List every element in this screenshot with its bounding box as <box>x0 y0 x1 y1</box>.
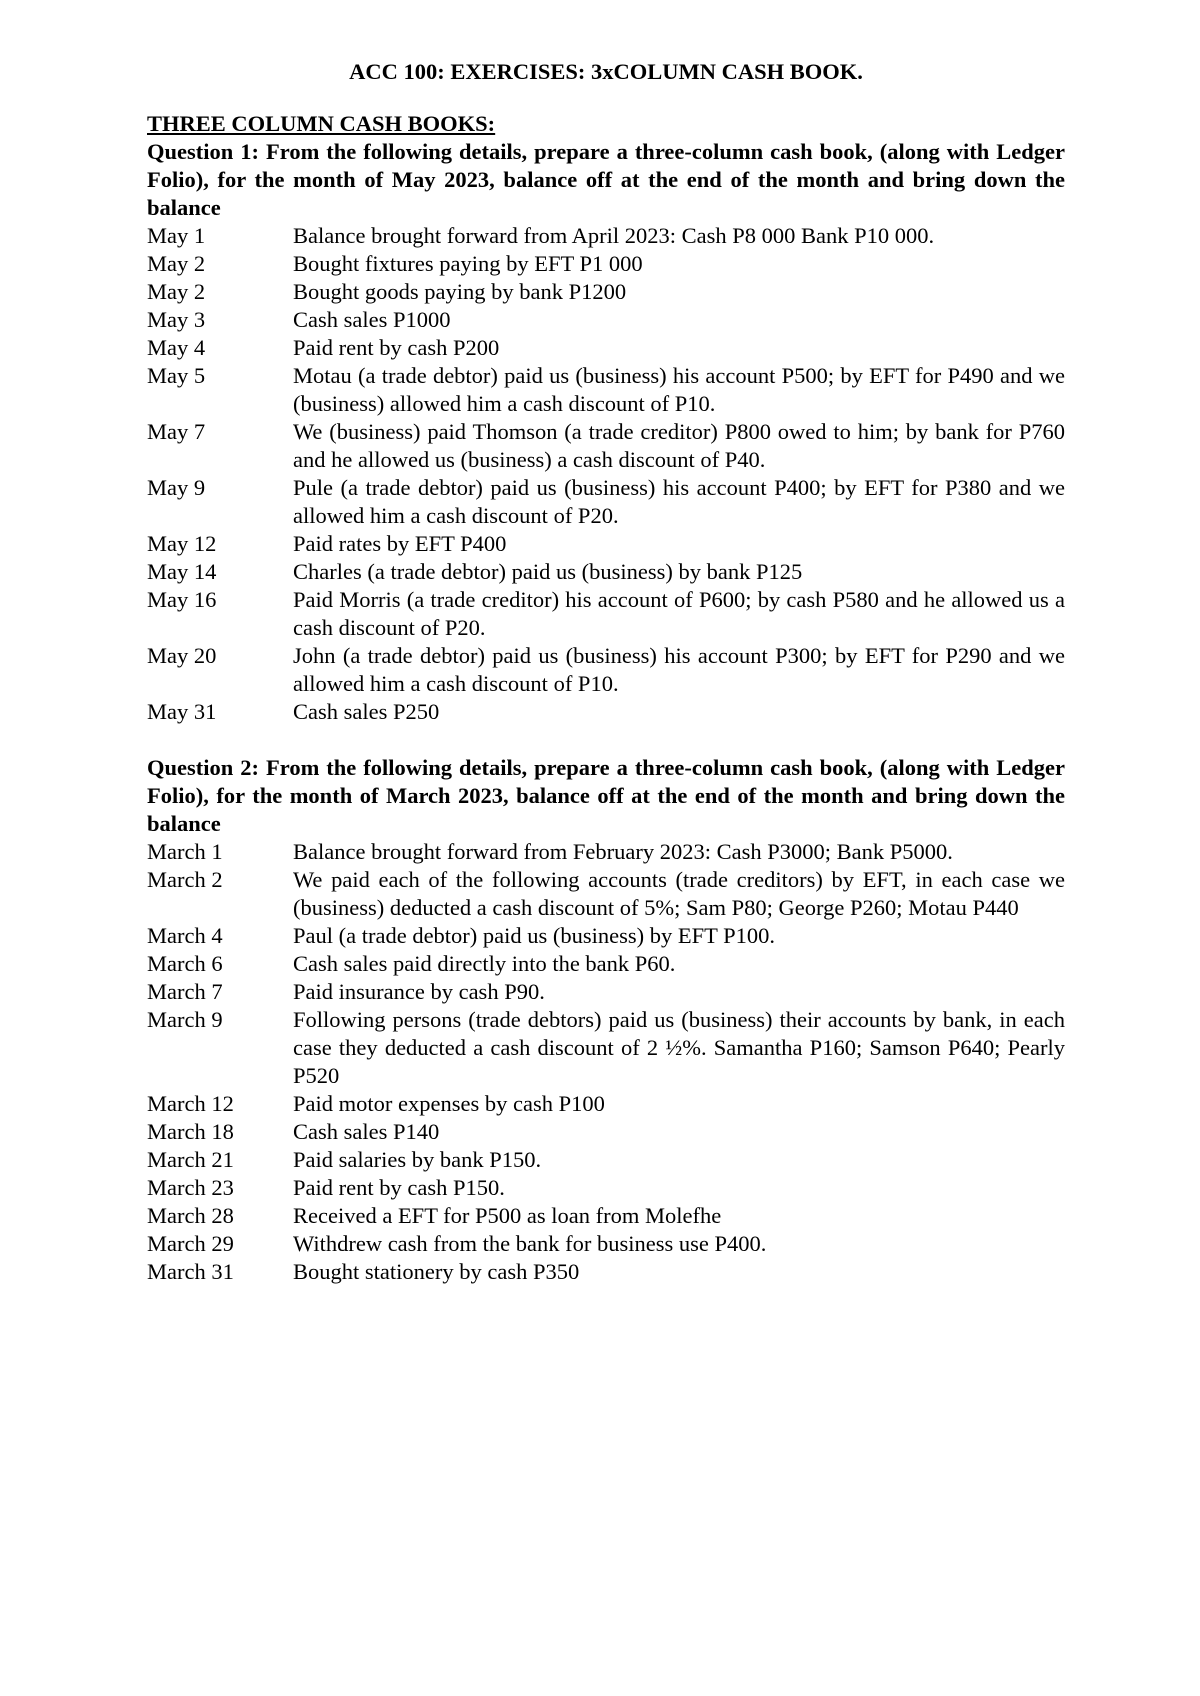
entry <box>147 1202 1065 1230</box>
question-2-entries <box>147 838 1065 1286</box>
entry-text: Paid rent by cash P200 <box>293 335 500 360</box>
entry-date: May 3 <box>147 307 206 332</box>
entry <box>147 1230 1065 1258</box>
entry <box>147 1146 1065 1174</box>
entry-date: March 29 <box>147 1231 234 1256</box>
entry <box>147 474 1065 530</box>
entry <box>147 1006 1065 1090</box>
entry-date: May 9 <box>147 475 206 500</box>
entry-text: Bought goods paying by bank P1200 <box>293 279 627 304</box>
entry <box>147 250 1065 278</box>
entry <box>147 334 1065 362</box>
entry-text: Paid insurance by cash P90. <box>293 979 545 1004</box>
entry-text: Following persons (trade debtors) paid us (business) their accounts by bank, in each case they deducted a cash discount of 2 ½%. Samantha P160; Samson P640; Pearly P520 <box>293 1007 1065 1088</box>
entry-text: Paid salaries by bank P150. <box>293 1147 542 1172</box>
entry-date: March 2 <box>147 867 223 892</box>
entry-date: May 2 <box>147 279 206 304</box>
entry <box>147 838 1065 866</box>
question-1 <box>147 138 1065 726</box>
entry-date: May 2 <box>147 251 206 276</box>
entry-text: Charles (a trade debtor) paid us (business) by bank P125 <box>293 559 803 584</box>
entry-date: May 7 <box>147 419 206 444</box>
entry-date: March 6 <box>147 951 223 976</box>
entry-date: May 4 <box>147 335 206 360</box>
entry-text: Bought fixtures paying by EFT P1 000 <box>293 251 643 276</box>
entry-date: March 1 <box>147 839 223 864</box>
question-2-heading: Question 2: From the following details, prepare a three-column cash book, (along with Ledger Folio), for the month of March 2023, balance off at the end of the month and bring down the balance <box>147 755 1065 836</box>
entry-date: March 9 <box>147 1007 223 1032</box>
entry-text: Balance brought forward from February 2023: Cash P3000; Bank P5000. <box>293 839 953 864</box>
entry-text: Paid rent by cash P150. <box>293 1175 505 1200</box>
entry-date: March 28 <box>147 1203 234 1228</box>
entry-text: Cash sales P1000 <box>293 307 451 332</box>
entry-text: John (a trade debtor) paid us (business) his account P300; by EFT for P290 and we allowed him a cash discount of P10. <box>293 643 1065 696</box>
entry-date: May 16 <box>147 587 217 612</box>
entry-text: Paid rates by EFT P400 <box>293 531 507 556</box>
document-title: ACC 100: EXERCISES: 3xCOLUMN CASH BOOK. <box>349 59 863 84</box>
entry-text: Cash sales P250 <box>293 699 440 724</box>
question-2 <box>147 754 1065 1286</box>
question-1-entries <box>147 222 1065 726</box>
entry-text: Paid motor expenses by cash P100 <box>293 1091 605 1116</box>
entry-text: We paid each of the following accounts (trade creditors) by EFT, in each case we (business) deducted a cash discount of 5%; Sam P80; George P260; Motau P440 <box>293 867 1065 920</box>
entry <box>147 1118 1065 1146</box>
entry <box>147 642 1065 698</box>
entry-text: Received a EFT for P500 as loan from Molefhe <box>293 1203 722 1228</box>
entry-text: We (business) paid Thomson (a trade creditor) P800 owed to him; by bank for P760 and he allowed us (business) a cash discount of P40. <box>293 419 1065 472</box>
entry <box>147 978 1065 1006</box>
entry-date: May 12 <box>147 531 217 556</box>
entry-date: March 31 <box>147 1259 234 1284</box>
entry-text: Bought stationery by cash P350 <box>293 1259 580 1284</box>
entry-date: March 12 <box>147 1091 234 1116</box>
entry-text: Pule (a trade debtor) paid us (business) his account P400; by EFT for P380 and we allowed him a cash discount of P20. <box>293 475 1065 528</box>
entry-text: Paul (a trade debtor) paid us (business) by EFT P100. <box>293 923 776 948</box>
entry <box>147 530 1065 558</box>
entry-date: May 14 <box>147 559 217 584</box>
entry <box>147 698 1065 726</box>
entry <box>147 866 1065 922</box>
entry <box>147 418 1065 474</box>
question-1-heading: Question 1: From the following details, prepare a three-column cash book, (along with Ledger Folio), for the month of May 2023, balance off at the end of the month and bring down the balance <box>147 139 1065 220</box>
entry-text: Cash sales paid directly into the bank P60. <box>293 951 676 976</box>
entry <box>147 586 1065 642</box>
entry <box>147 950 1065 978</box>
entry-text: Motau (a trade debtor) paid us (business) his account P500; by EFT for P490 and we (business) allowed him a cash discount of P10. <box>293 363 1065 416</box>
entry-date: March 4 <box>147 923 223 948</box>
entry <box>147 278 1065 306</box>
entry <box>147 362 1065 418</box>
entry-text: Balance brought forward from April 2023: Cash P8 000 Bank P10 000. <box>293 223 935 248</box>
entry-date: March 7 <box>147 979 223 1004</box>
entry <box>147 306 1065 334</box>
entry-text: Cash sales P140 <box>293 1119 440 1144</box>
entry <box>147 1090 1065 1118</box>
entry-date: March 18 <box>147 1119 234 1144</box>
section-heading: THREE COLUMN CASH BOOKS: <box>147 111 496 136</box>
entry-date: March 23 <box>147 1175 234 1200</box>
entry-date: May 1 <box>147 223 206 248</box>
entry <box>147 1174 1065 1202</box>
entry-date: May 20 <box>147 643 217 668</box>
entry-text: Paid Morris (a trade creditor) his account of P600; by cash P580 and he allowed us a cash discount of P20. <box>293 587 1065 640</box>
entry-date: March 21 <box>147 1147 234 1172</box>
entry-date: May 31 <box>147 699 217 724</box>
entry <box>147 1258 1065 1286</box>
entry <box>147 558 1065 586</box>
entry-date: May 5 <box>147 363 206 388</box>
entry <box>147 922 1065 950</box>
entry <box>147 222 1065 250</box>
entry-text: Withdrew cash from the bank for business use P400. <box>293 1231 767 1256</box>
